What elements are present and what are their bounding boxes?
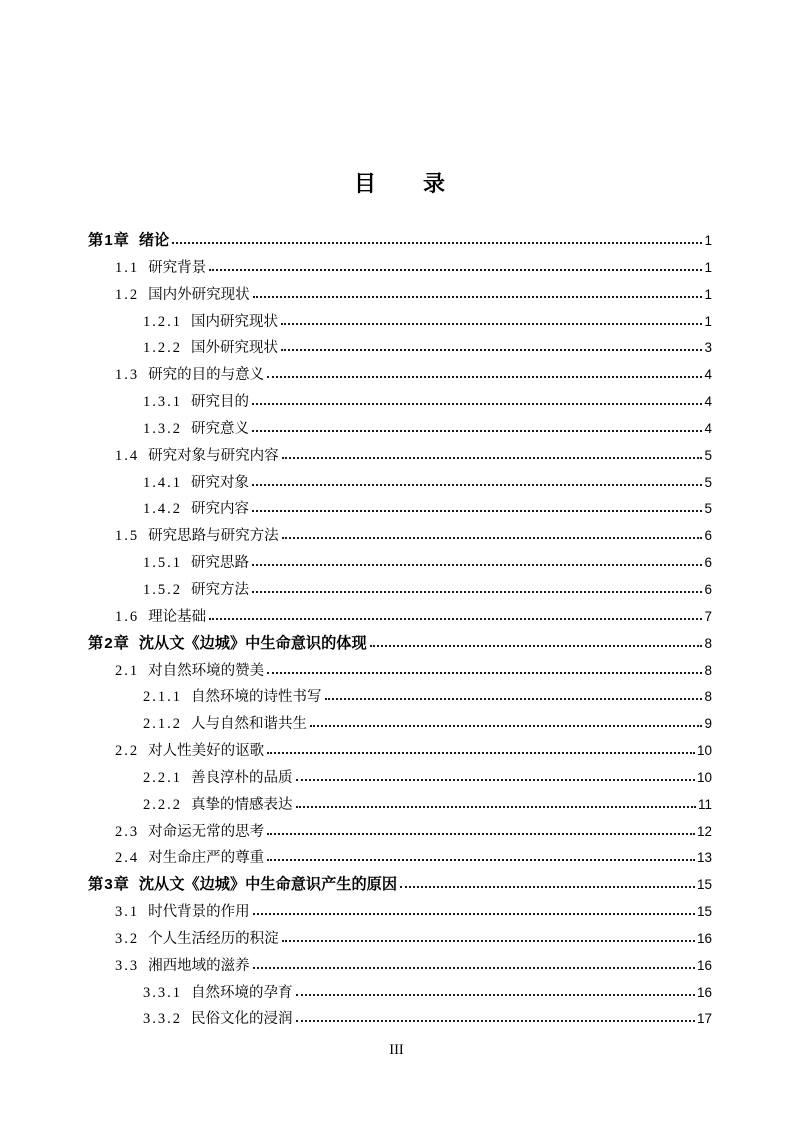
toc-entry-page: 6 [704, 581, 712, 597]
toc-entry-page: 15 [696, 877, 712, 893]
toc-entry-label: 善良淳朴的品质 [191, 769, 293, 786]
toc-entry [88, 658, 712, 685]
dot-leader [282, 457, 703, 459]
toc-entry-page: 5 [704, 501, 712, 517]
toc-entry-label: 国内研究现状 [191, 313, 278, 330]
toc-entry [88, 738, 712, 765]
toc-entry-page: 11 [697, 796, 712, 812]
toc-entry-label: 研究背景 [148, 259, 207, 276]
dot-leader [282, 940, 695, 942]
dot-leader [253, 967, 695, 969]
toc-entry-page: 4 [704, 420, 712, 436]
toc-entry [88, 335, 712, 362]
toc-entry [88, 631, 712, 658]
toc-entry-label: 自然环境的孕育 [191, 984, 293, 1001]
footer-page-number: III [389, 1042, 404, 1058]
toc-entry-page: 6 [704, 528, 712, 544]
toc-entry-number: 1.3.1 [143, 394, 182, 411]
toc-entry-number: 1.4.2 [143, 501, 182, 518]
toc-entry-label: 对人性美好的讴歌 [148, 743, 265, 760]
dot-leader [400, 886, 695, 888]
toc-entry [88, 845, 712, 872]
toc-entry [88, 496, 712, 523]
toc-entry-label: 研究的目的与意义 [148, 367, 265, 384]
toc-entry-number: 1.2 [115, 286, 140, 303]
toc-entry-number: 3.3 [115, 957, 140, 974]
toc-entry [88, 604, 712, 631]
toc-entry-number: 2.2.2 [143, 796, 182, 813]
toc-entry [88, 953, 712, 980]
toc-entry-page: 1 [704, 313, 712, 329]
page-title: 目 录 [353, 171, 446, 196]
toc-entry [88, 684, 712, 711]
toc-entry-page: 16 [696, 957, 712, 973]
toc-entry-page: 5 [704, 474, 712, 490]
toc-entry-label: 沈从文《边城》中生命意识的体现 [138, 634, 367, 652]
toc-entry [88, 282, 712, 309]
toc-entry-page: 10 [696, 743, 712, 759]
dot-leader [252, 484, 702, 486]
toc-entry [88, 362, 712, 389]
dot-leader [296, 994, 695, 996]
toc-entry [88, 792, 712, 819]
toc-entry [88, 872, 712, 899]
toc-entry-number: 3.3.2 [143, 1011, 182, 1028]
toc-entry-number: 2.2.1 [143, 769, 182, 786]
toc-entry [88, 899, 712, 926]
toc-entry-label: 绪论 [138, 232, 170, 249]
toc-entry-page: 13 [696, 850, 712, 866]
toc-entry [88, 819, 712, 846]
toc-entry-label: 对命运无常的思考 [148, 823, 265, 840]
toc-entry-page: 7 [704, 608, 712, 624]
dot-leader [282, 537, 703, 539]
toc-entry-page: 3 [704, 340, 712, 356]
toc-entry [88, 1006, 712, 1033]
toc-entry-label: 理论基础 [148, 608, 207, 625]
toc-entry-page: 8 [704, 662, 712, 678]
toc-entry [88, 523, 712, 550]
toc-entry-number: 1.3 [115, 367, 140, 384]
toc-entry [88, 765, 712, 792]
toc-entry-label: 对生命庄严的尊重 [148, 850, 265, 867]
toc-entry-number: 2.2 [115, 743, 140, 760]
toc-entry [88, 926, 712, 953]
toc-entry-label: 研究对象与研究内容 [148, 447, 279, 464]
toc-entry-label: 时代背景的作用 [148, 904, 250, 921]
toc-entry-number: 第1章 [88, 232, 130, 249]
toc-entry-number: 1.5 [115, 528, 140, 545]
toc-entry-label: 真挚的情感表达 [191, 796, 293, 813]
toc-entry-label: 民俗文化的浸润 [191, 1011, 293, 1028]
toc-entry-label: 湘西地域的滋养 [148, 957, 250, 974]
toc-entry-number: 3.2 [115, 930, 140, 947]
dot-leader [267, 859, 695, 861]
toc-entry-number: 1.1 [115, 259, 140, 276]
toc-entry-page: 16 [696, 984, 712, 1000]
dot-leader [267, 833, 695, 835]
toc-entry-number: 第3章 [88, 876, 130, 894]
toc-entry-number: 2.1 [115, 662, 140, 679]
toc-entry-label: 研究目的 [191, 394, 249, 411]
toc-entry-label: 研究方法 [191, 581, 249, 598]
toc-entry [88, 389, 712, 416]
toc-entry-page: 15 [696, 904, 712, 920]
toc-entry-label: 研究思路与研究方法 [148, 528, 279, 545]
dot-leader [267, 672, 702, 674]
toc-entry-page: 6 [704, 555, 712, 571]
toc-entry-number: 1.2.2 [143, 340, 182, 357]
toc-entry-label: 研究对象 [191, 474, 249, 491]
toc-entry-number: 第2章 [88, 634, 130, 652]
toc-entry-page: 1 [704, 259, 712, 275]
toc-entry-number: 1.2.1 [143, 313, 182, 330]
toc-entry-number: 1.6 [115, 608, 140, 625]
dot-leader [252, 591, 702, 593]
dot-leader [296, 1020, 695, 1022]
dot-leader [325, 698, 703, 700]
toc-entry-number: 3.3.1 [143, 984, 182, 1001]
toc-entry-page: 10 [696, 769, 712, 785]
dot-leader [209, 618, 702, 620]
toc-entry-page: 9 [704, 716, 712, 732]
toc-entry-number: 2.4 [115, 850, 140, 867]
dot-leader [267, 752, 695, 754]
dot-leader [252, 430, 702, 432]
toc-entry [88, 980, 712, 1007]
dot-leader [252, 510, 702, 512]
toc-entry-number: 1.3.2 [143, 420, 182, 437]
toc-entry-page: 8 [704, 689, 712, 705]
dot-leader [296, 779, 695, 781]
toc-entry-page: 1 [704, 233, 712, 248]
toc-entry-number: 1.5.1 [143, 555, 182, 572]
dot-leader [370, 645, 703, 647]
toc-entry [88, 470, 712, 497]
dot-leader [209, 269, 702, 271]
dot-leader [253, 296, 703, 298]
toc-entry-page: 4 [704, 394, 712, 410]
toc-entry-page: 17 [696, 1011, 712, 1027]
toc-entry-label: 个人生活经历的积淀 [148, 930, 279, 947]
toc-entry-label: 研究意义 [191, 420, 249, 437]
toc-entry [88, 255, 712, 282]
toc-entry-label: 研究内容 [191, 501, 249, 518]
toc-entry-number: 1.4.1 [143, 474, 182, 491]
dot-leader [281, 349, 702, 351]
toc-entry-number: 3.1 [115, 904, 140, 921]
toc-entry [88, 228, 712, 255]
toc-entry-label: 对自然环境的赞美 [148, 662, 265, 679]
dot-leader [252, 403, 702, 405]
toc-entry [88, 550, 712, 577]
toc-entry [88, 443, 712, 470]
toc-entry-label: 沈从文《边城》中生命意识产生的原因 [138, 876, 398, 894]
toc-entry-page: 8 [704, 635, 712, 651]
toc-entry-page: 16 [696, 930, 712, 946]
toc-entry-page: 5 [704, 447, 712, 463]
dot-leader [253, 913, 695, 915]
toc-entry-number: 2.1.2 [143, 716, 182, 733]
dot-leader [172, 242, 702, 244]
dot-leader [252, 564, 702, 566]
toc-entry-label: 研究思路 [191, 555, 249, 572]
toc-entry [88, 309, 712, 336]
toc-entry-label: 国外研究现状 [191, 340, 278, 357]
toc-entry-number: 2.3 [115, 823, 140, 840]
toc-list [88, 228, 712, 1033]
toc-entry-number: 1.5.2 [143, 581, 182, 598]
toc-entry-label: 国内外研究现状 [148, 286, 250, 303]
toc-entry [88, 416, 712, 443]
dot-leader [267, 376, 702, 378]
toc-entry-label: 自然环境的诗性书写 [191, 689, 322, 706]
toc-entry-page: 12 [696, 823, 712, 839]
dot-leader [310, 725, 702, 727]
toc-entry [88, 711, 712, 738]
dot-leader [281, 323, 702, 325]
toc-entry-page: 4 [704, 367, 712, 383]
toc-entry-page: 1 [704, 286, 712, 302]
toc-entry [88, 577, 712, 604]
toc-entry-number: 1.4 [115, 447, 140, 464]
toc-entry-label: 人与自然和谐共生 [191, 716, 307, 733]
toc-entry-number: 2.1.1 [143, 689, 182, 706]
dot-leader [296, 806, 696, 808]
